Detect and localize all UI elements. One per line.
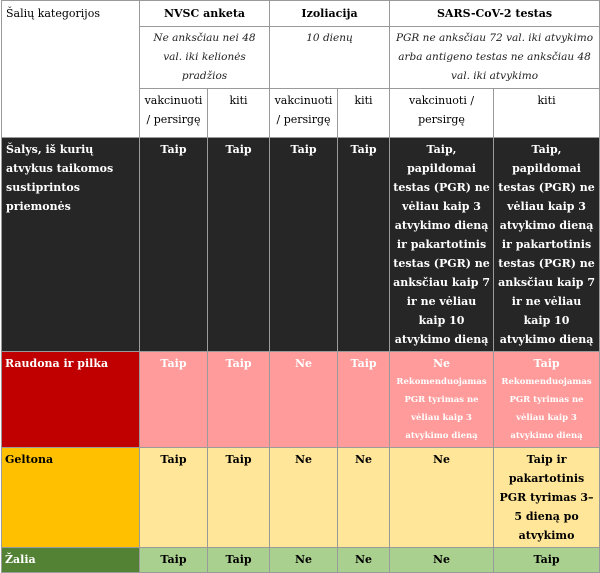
yellow-row — [2, 448, 600, 548]
red-isolation-others: Taip — [338, 352, 390, 448]
strict-isolation-vaccinated: Taip — [270, 138, 338, 352]
green-isolation-vaccinated: Ne — [270, 548, 338, 573]
isolation-vaccinated-label: vakcinuoti / persirgę — [270, 89, 338, 138]
green-row — [2, 548, 600, 573]
strict-isolation-others: Taip — [338, 138, 390, 352]
isolation-header: Izoliacija — [270, 1, 390, 27]
strict-nvsc-others: Taip — [208, 138, 270, 352]
nvsc-vaccinated-label: vakcinuoti / persirgę — [140, 89, 208, 138]
strict-test-others: Taip, papildomai testas (PGR) ne vėliau kaip 3 atvykimo dieną ir pakartotinis testas (PGR) ne anksčiau kaip 7 ir ne vėliau kaip 10 atvykimo dieną — [494, 138, 600, 352]
red-test-vaccinated-note: Rekomenduojamas PGR tyrimas ne vėliau kaip 3 atvykimo dieną — [396, 377, 487, 441]
isolation-subheader: 10 dienų — [270, 27, 390, 89]
red-isolation-vaccinated: Ne — [270, 352, 338, 448]
red-nvsc-vaccinated: Taip — [140, 352, 208, 448]
green-test-others: Taip — [494, 548, 600, 573]
nvsc-subheader: Ne anksčiau nei 48 val. iki kelionės pradžios — [140, 27, 270, 89]
yellow-nvsc-vaccinated: Taip — [140, 448, 208, 548]
red-test-others-note: Rekomenduojamas PGR tyrimas ne vėliau kaip 3 atvykimo dieną — [501, 377, 592, 441]
green-label: Žalia — [2, 548, 140, 573]
red-test-others: Taip — [533, 357, 560, 370]
strict-nvsc-vaccinated: Taip — [140, 138, 208, 352]
yellow-label: Geltona — [2, 448, 140, 548]
red-test-others-cell — [494, 352, 600, 448]
test-others-label: kiti — [494, 89, 600, 138]
red-grey-row — [2, 352, 600, 448]
green-nvsc-vaccinated: Taip — [140, 548, 208, 573]
yellow-test-vaccinated: Ne — [390, 448, 494, 548]
category-header: Šalių kategorijos — [2, 1, 140, 138]
nvsc-header: NVSC anketa — [140, 1, 270, 27]
green-nvsc-others: Taip — [208, 548, 270, 573]
strict-test-vaccinated: Taip, papildomai testas (PGR) ne vėliau kaip 3 atvykimo dieną ir pakartotinis testas (PGR) ne anksčiau kaip 7 ir ne vėliau kaip 10 atvykimo dieną — [390, 138, 494, 352]
red-test-vaccinated: Ne — [433, 357, 451, 370]
green-isolation-others: Ne — [338, 548, 390, 573]
yellow-isolation-others: Ne — [338, 448, 390, 548]
strict-measures-row — [2, 138, 600, 352]
red-grey-label: Raudona ir pilka — [2, 352, 140, 448]
isolation-others-label: kiti — [338, 89, 390, 138]
test-vaccinated-label: vakcinuoti / persirgę — [390, 89, 494, 138]
yellow-test-others: Taip ir pakartotinis PGR tyrimas 3–5 dieną po atvykimo — [494, 448, 600, 548]
red-nvsc-others: Taip — [208, 352, 270, 448]
strict-measures-label: Šalys, iš kurių atvykus taikomos sustiprintos priemonės — [2, 138, 140, 352]
nvsc-others-label: kiti — [208, 89, 270, 138]
yellow-nvsc-others: Taip — [208, 448, 270, 548]
red-test-vaccinated-cell — [390, 352, 494, 448]
sars-subheader: PGR ne anksčiau 72 val. iki atvykimo arba antigeno testas ne anksčiau 48 val. iki atvykimo — [390, 27, 600, 89]
yellow-isolation-vaccinated: Ne — [270, 448, 338, 548]
green-test-vaccinated: Ne — [390, 548, 494, 573]
country-category-table — [1, 0, 600, 573]
sars-header: SARS-CoV-2 testas — [390, 1, 600, 27]
